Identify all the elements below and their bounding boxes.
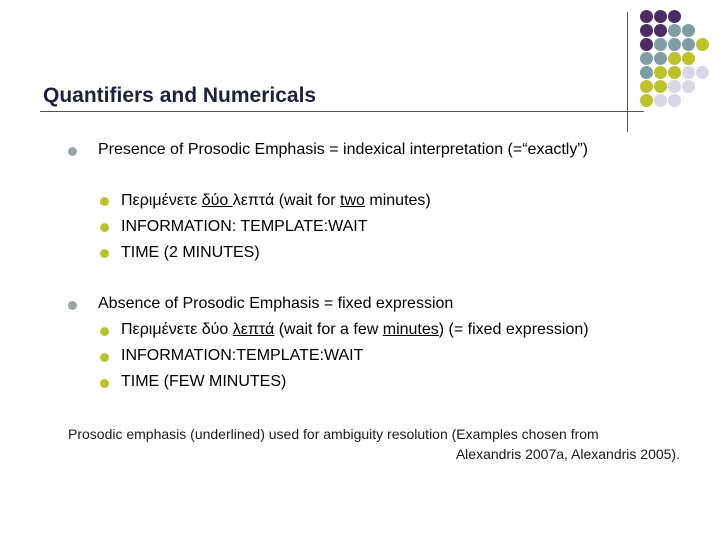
dot-decoration bbox=[654, 10, 667, 23]
template-line: INFORMATION:TEMPLATE:WAIT bbox=[121, 347, 364, 364]
bullet-level2 bbox=[100, 197, 109, 206]
greek-text: Περιμένετε δύο bbox=[121, 321, 233, 338]
dot-decoration bbox=[640, 94, 653, 107]
decorative-dot-grid bbox=[640, 10, 720, 110]
greek-text: λεπτά (wait for bbox=[232, 192, 341, 209]
greek-emphasized-word: δύο bbox=[201, 192, 233, 209]
bullet-level1 bbox=[68, 301, 77, 310]
dot-decoration bbox=[668, 24, 681, 37]
dot-decoration bbox=[682, 80, 695, 93]
example-line-greek bbox=[121, 192, 431, 210]
dot-decoration bbox=[640, 10, 653, 23]
bullet-level1 bbox=[68, 147, 77, 156]
bullet-level2 bbox=[100, 353, 109, 362]
dot-decoration bbox=[654, 80, 667, 93]
title-underline-divider bbox=[40, 111, 644, 112]
dot-decoration bbox=[668, 10, 681, 23]
example-text: ) (= fixed expression) bbox=[438, 321, 589, 338]
dot-decoration bbox=[668, 38, 681, 51]
section-heading-presence: Presence of Prosodic Emphasis = indexical interpretation (=“exactly”) bbox=[98, 141, 588, 158]
dot-decoration bbox=[640, 66, 653, 79]
dot-decoration bbox=[682, 66, 695, 79]
caption-line-2: Alexandris 2007a, Alexandris 2005). bbox=[455, 446, 680, 462]
greek-text: Περιμένετε bbox=[121, 192, 202, 209]
bullet-level2 bbox=[100, 249, 109, 258]
dot-decoration bbox=[696, 38, 709, 51]
time-line: TIME (FEW MINUTES) bbox=[121, 373, 287, 390]
time-line: TIME (2 MINUTES) bbox=[121, 244, 260, 261]
section-heading-absence: Absence of Prosodic Emphasis = fixed expression bbox=[98, 295, 454, 312]
dot-decoration bbox=[682, 52, 695, 65]
dot-decoration bbox=[654, 94, 667, 107]
emphasized-word: two bbox=[340, 192, 365, 209]
caption-line-1: Prosodic emphasis (underlined) used for ambiguity resolution (Examples chosen from bbox=[68, 426, 599, 442]
bullet-level2 bbox=[100, 327, 109, 336]
dot-decoration bbox=[668, 94, 681, 107]
dot-decoration bbox=[640, 24, 653, 37]
dot-decoration bbox=[640, 80, 653, 93]
slide-caption bbox=[68, 424, 680, 464]
greek-emphasized-word: λεπτά bbox=[232, 321, 275, 338]
greek-text: (wait for a few bbox=[274, 321, 383, 338]
slide-title: Quantifiers and Numericals bbox=[43, 84, 317, 107]
vertical-divider bbox=[627, 12, 628, 132]
bullet-level2 bbox=[100, 379, 109, 388]
dot-decoration bbox=[682, 38, 695, 51]
dot-decoration bbox=[640, 38, 653, 51]
emphasized-word: minutes bbox=[382, 321, 439, 338]
dot-decoration bbox=[668, 52, 681, 65]
dot-decoration bbox=[654, 66, 667, 79]
dot-decoration bbox=[654, 24, 667, 37]
dot-decoration bbox=[682, 24, 695, 37]
dot-decoration bbox=[640, 52, 653, 65]
example-line-greek bbox=[121, 321, 589, 339]
template-line: INFORMATION: TEMPLATE:WAIT bbox=[121, 218, 368, 235]
example-text: minutes) bbox=[364, 192, 431, 209]
dot-decoration bbox=[696, 66, 709, 79]
dot-decoration bbox=[654, 52, 667, 65]
dot-decoration bbox=[668, 66, 681, 79]
dot-decoration bbox=[668, 80, 681, 93]
bullet-level2 bbox=[100, 223, 109, 232]
dot-decoration bbox=[654, 38, 667, 51]
